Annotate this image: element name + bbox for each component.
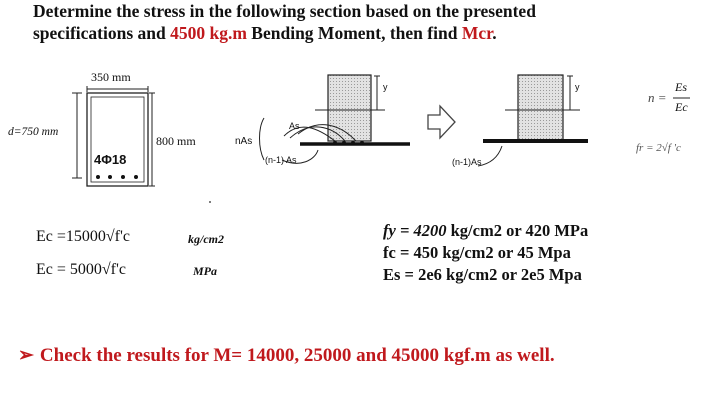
rebar-dots	[96, 175, 138, 179]
transformed-section-right	[478, 75, 588, 166]
n-denominator: Ec	[675, 100, 688, 114]
stray-dot	[209, 201, 211, 203]
ec-equation-1: Ec =15000√f'c	[36, 228, 130, 245]
moment-value: 4500 kg.m	[170, 23, 247, 43]
y-label-left: y	[383, 82, 388, 92]
ec-unit-2: MPa	[193, 264, 217, 278]
es-spec: Es = 2e6 kg/cm2 or 2e5 Mpa	[383, 265, 582, 284]
as-label: As	[289, 121, 300, 131]
right-arrow	[428, 106, 455, 138]
beam-section	[72, 86, 155, 186]
ec-unit-1: kg/cm2	[188, 232, 224, 246]
check-text: Check the results for M= 14000, 25000 and 45000 kgf.m as well.	[39, 345, 555, 366]
bullet-arrow-icon: ➢	[18, 345, 34, 366]
title-line-1: Determine the stress in the following section based on the presented	[33, 1, 536, 21]
bars-label: 4Φ18	[94, 152, 127, 167]
fc-spec: fc = 450 kg/cm2 or 45 Mpa	[383, 243, 571, 262]
nas-label: nAs	[235, 136, 253, 147]
fy-spec: fy = 4200 kg/cm2 or 420 MPa	[383, 221, 589, 240]
n-numerator: Es	[675, 80, 687, 94]
check-results-line	[18, 344, 555, 367]
width-label: 350 mm	[91, 70, 131, 84]
material-specs	[383, 220, 588, 286]
depth-label: d=750 mm	[8, 126, 59, 138]
height-label: 800 mm	[156, 134, 196, 148]
fr-formula: fr = 2√f 'c	[636, 142, 681, 154]
n1as-label-right: (n-1)As	[452, 157, 482, 167]
n-lhs: n =	[648, 90, 667, 105]
title-line-2: specifications and 4500 kg.m Bending Moment, then find Mcr.	[33, 23, 497, 43]
n1as-label-left: (n-1) As	[265, 155, 297, 165]
ec-equation-2: Ec = 5000√f'c	[36, 261, 126, 278]
y-label-right: y	[575, 82, 580, 92]
mcr-label: Mcr	[461, 23, 493, 43]
